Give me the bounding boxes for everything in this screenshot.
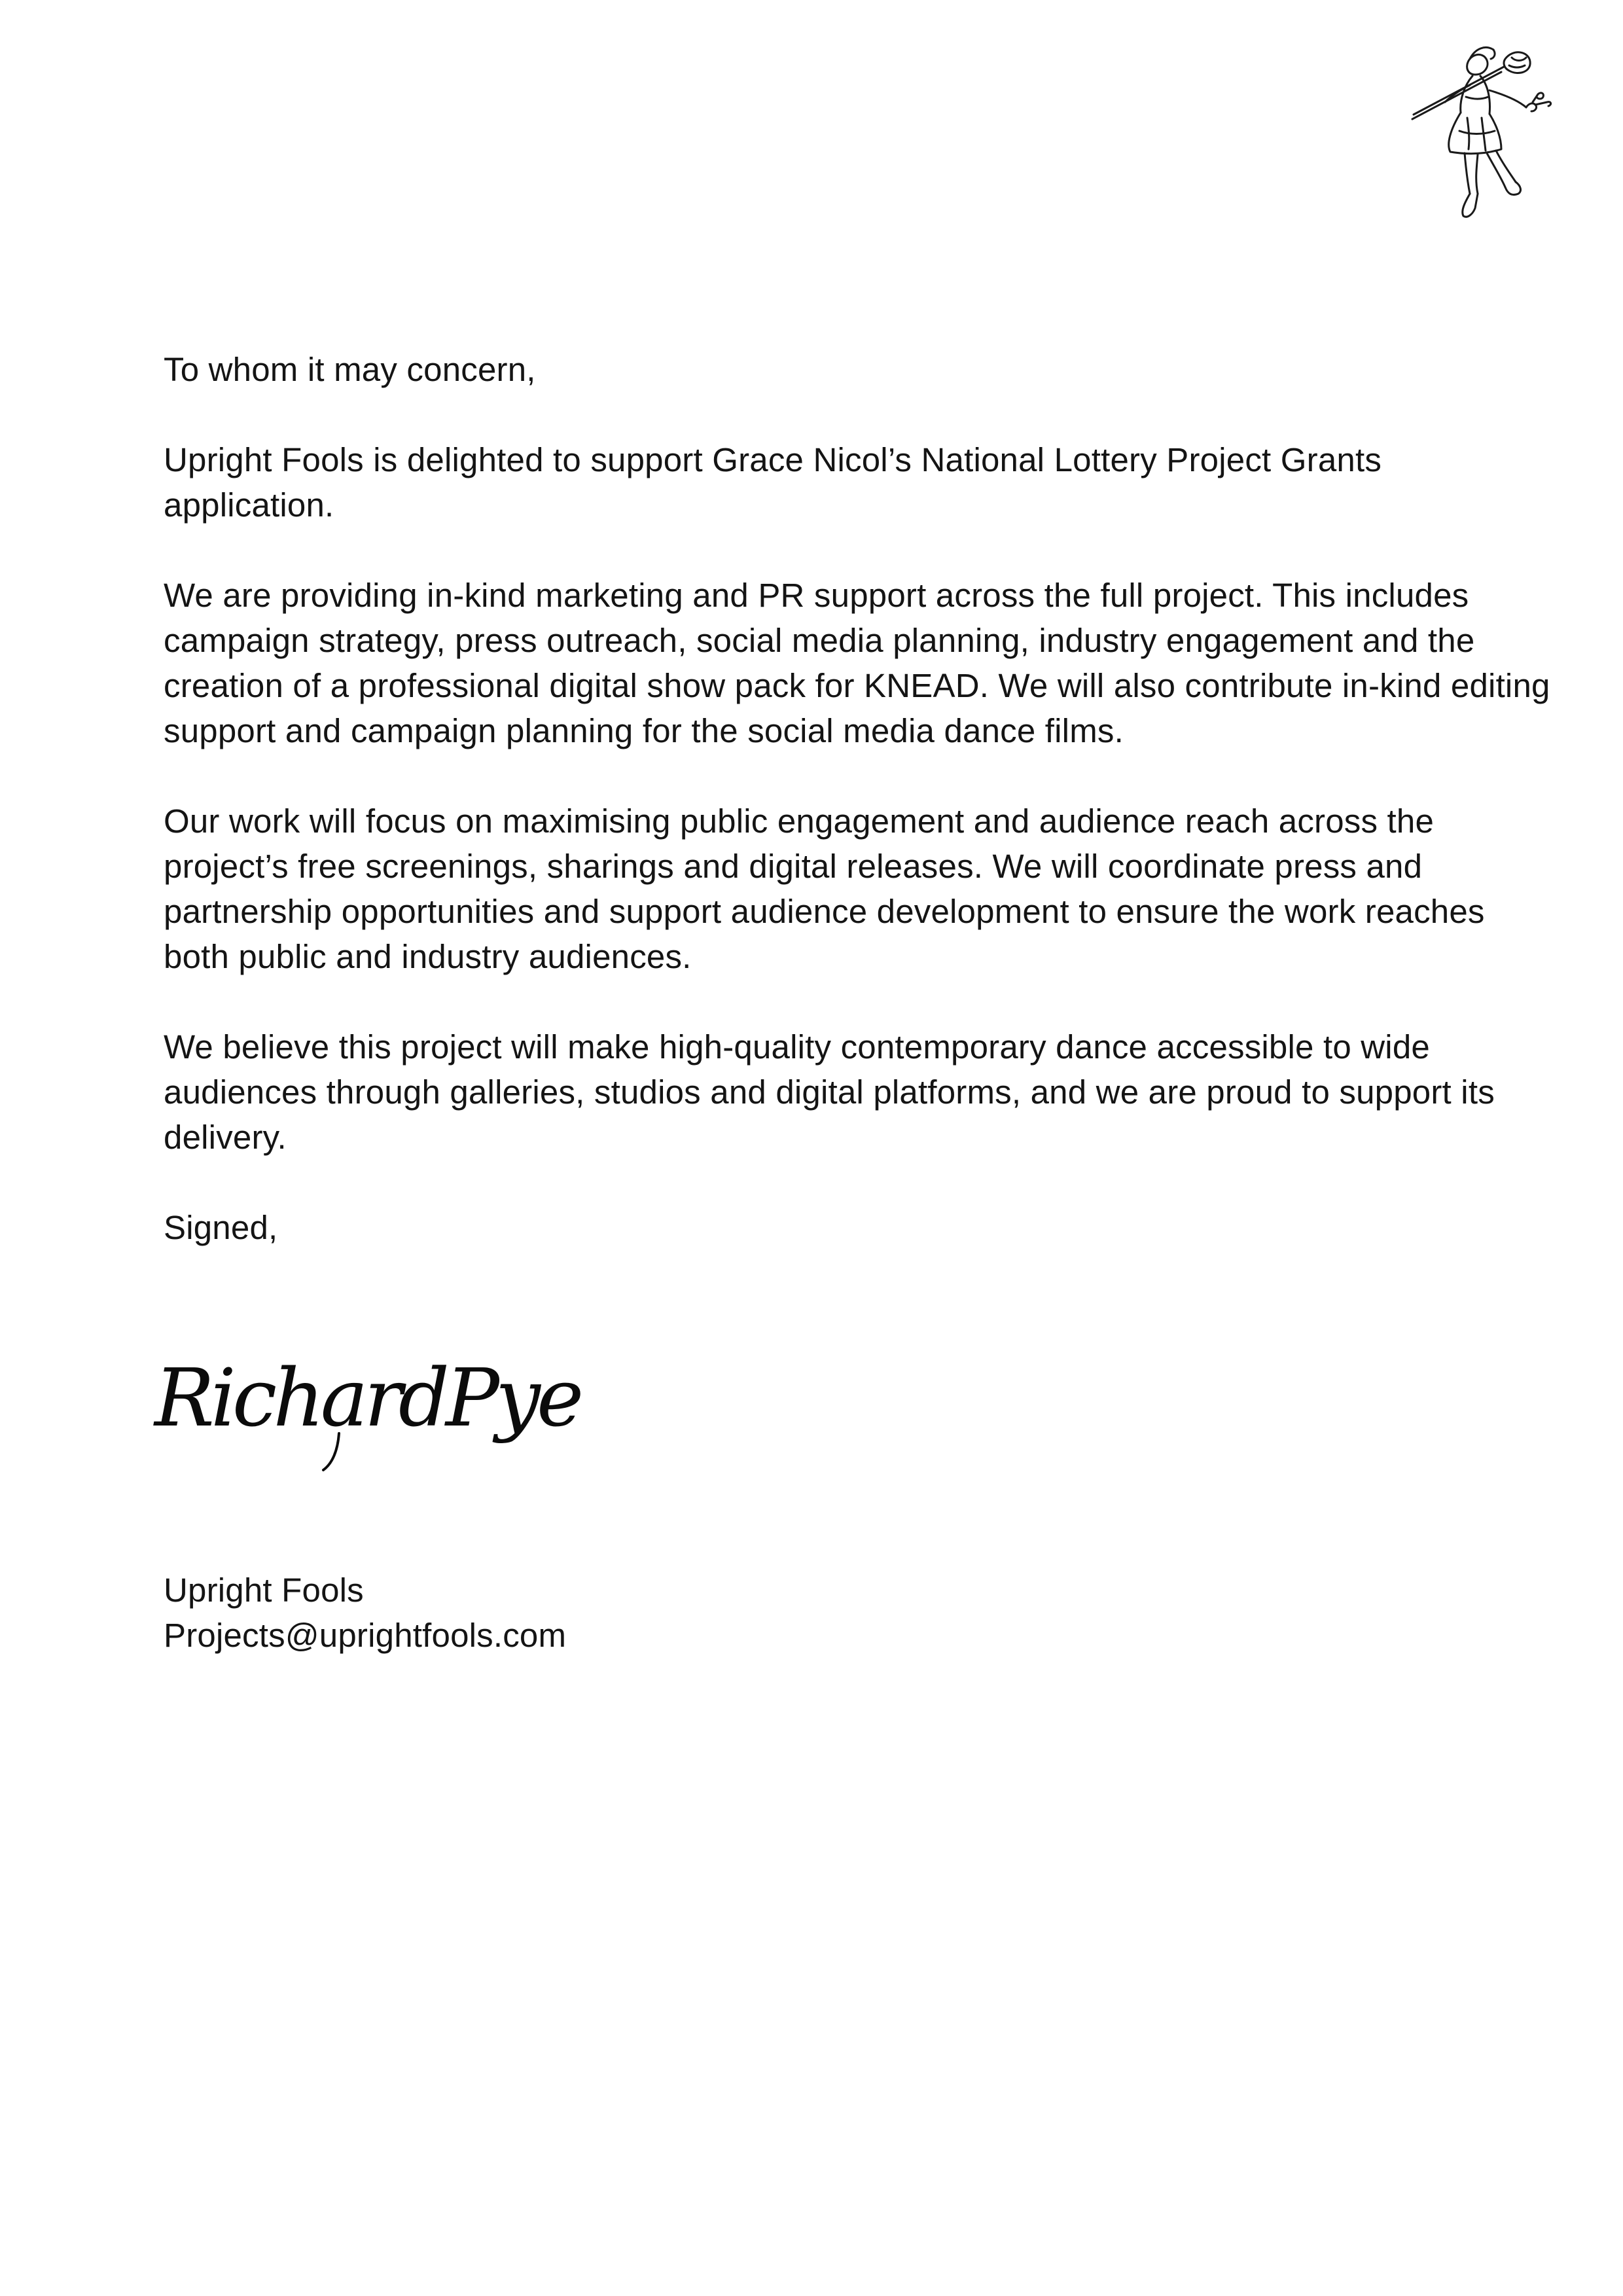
- paragraph: We are providing in-kind marketing and PR support across the full project. This includes campaign strategy, press outreach, social media planning, industry engagement and the creation of a professional digital show pack for KNEAD. We will also contribute in-kind editing support and campaign planning for the social media dance films.: [164, 577, 1550, 749]
- letter-body: [164, 347, 1558, 1250]
- signoff-block: [164, 1568, 566, 1658]
- salutation: To whom it may concern,: [164, 351, 536, 388]
- paragraph: We believe this project will make high-quality contemporary dance accessible to wide audiences through galleries, studios and digital platforms, and we are proud to support its delivery.: [164, 1028, 1495, 1156]
- signature-text: RichardPye: [154, 1352, 580, 1444]
- jester-figure-icon: [1407, 39, 1558, 229]
- contact-email: Projects@uprightfools.com: [164, 1617, 567, 1654]
- closing: Signed,: [164, 1209, 278, 1246]
- paragraph: Upright Fools is delighted to support Grace Nicol’s National Lottery Project Grants application.: [164, 441, 1382, 524]
- handwritten-signature: [152, 1335, 580, 1479]
- paragraph: Our work will focus on maximising public engagement and audience reach across the project’s free screenings, sharings and digital releases. We will coordinate press and partnership opportunities and support audience development to ensure the work reaches both public and industry audiences.: [164, 802, 1485, 975]
- organisation-name: Upright Fools: [164, 1571, 364, 1609]
